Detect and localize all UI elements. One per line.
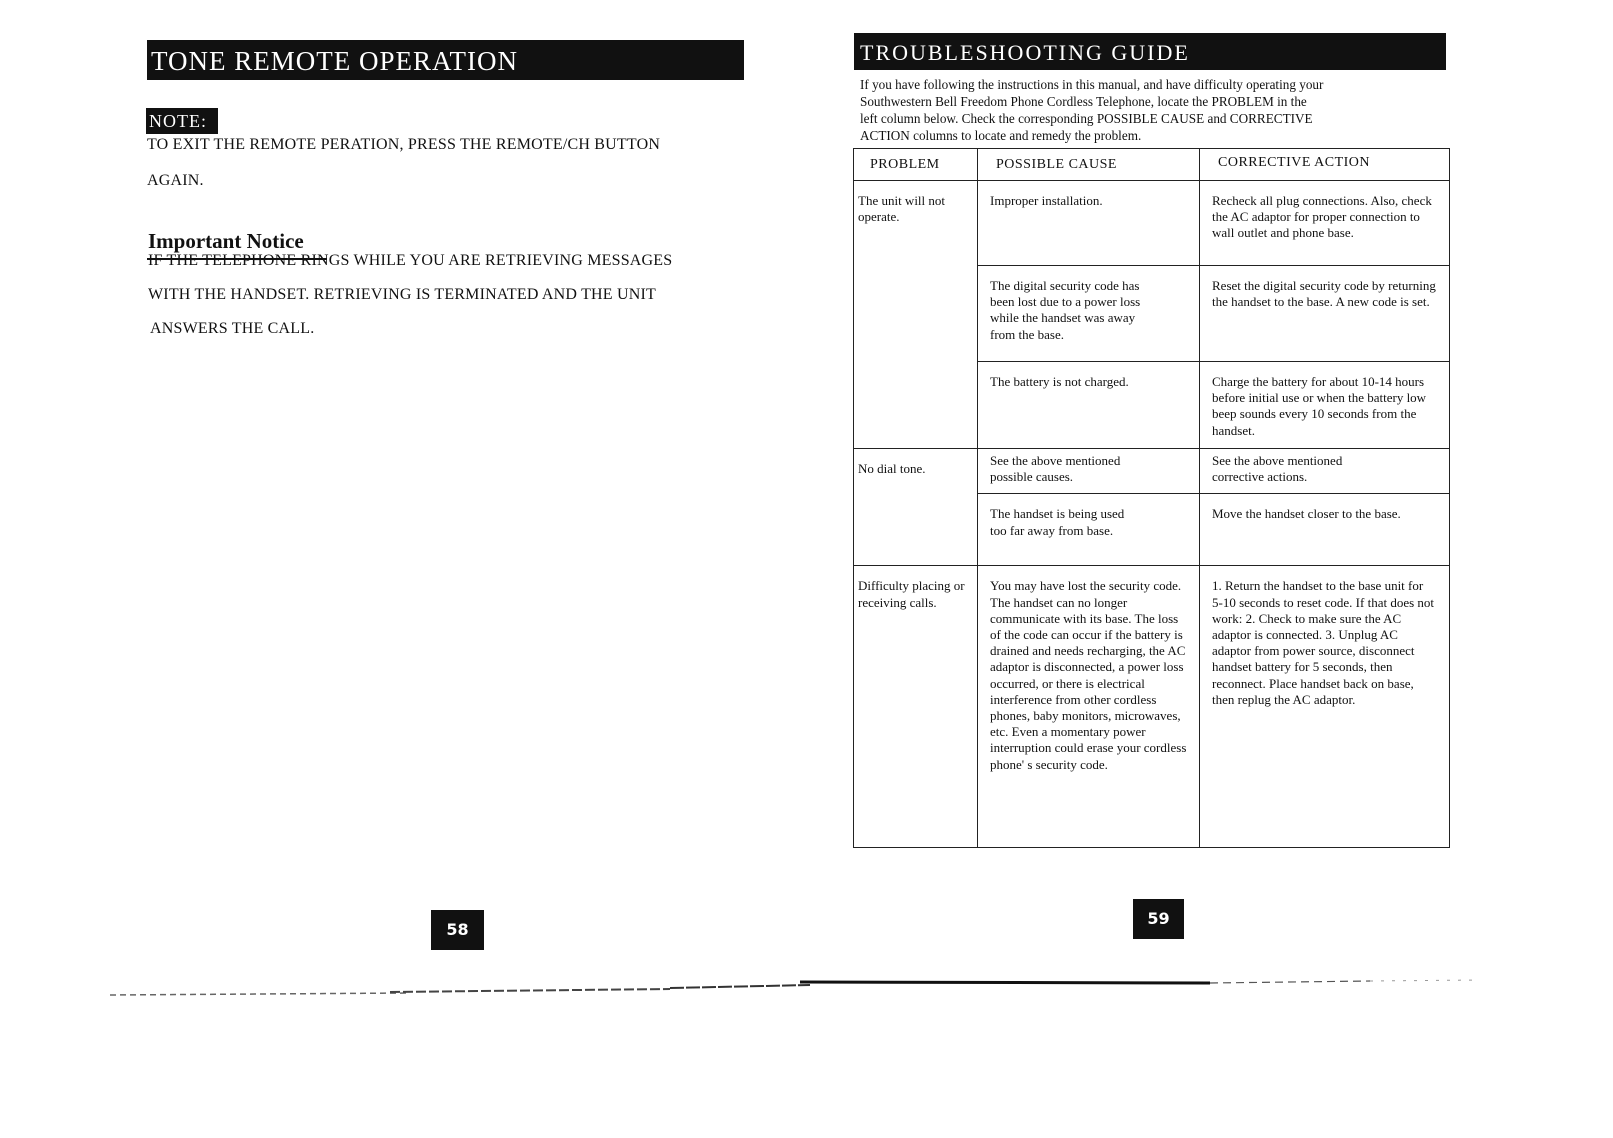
notice-text-line-2: WITH THE HANDSET. RETRIEVING IS TERMINATED AND THE UNIT [148, 286, 656, 303]
cause-cell: You may have lost the security code. The handset can no longer communicate with its base. The loss of the code can occur if the battery is drained and needs recharging, the AC adaptor is disconnected, a power loss occurred, or there is electrical interference from other cordless phones, baby monitors, microwaves, etc. Even a momentary power interruption could erase your cordless phone' s security code. [978, 566, 1200, 848]
page-title-troubleshooting: TROUBLESHOOTING GUIDE [854, 33, 1446, 70]
action-cell: Charge the battery for about 10-14 hours before initial use or when the battery low beep sounds every 10 seconds from the handset. [1200, 362, 1450, 449]
table-row [854, 449, 1450, 494]
table-header-row [854, 149, 1450, 181]
action-cell: 1. Return the handset to the base unit for 5-10 seconds to reset code. If that does not work: 2. Check to make sure the AC adaptor is connected. 3. Unplug AC adaptor from power source, disconnect handset battery for 5 seconds, then reconnect. Place handset back on base, then replug the AC adaptor. [1200, 566, 1450, 848]
intro-paragraph [860, 76, 1440, 144]
table-row [854, 566, 1450, 848]
intro-line: ACTION columns to locate and remedy the problem. [860, 128, 1142, 143]
page-number-right: 59 [1133, 899, 1184, 939]
cause-cell: The digital security code has been lost due to a power loss while the handset was away from the base. [978, 266, 1200, 362]
cause-cell: The handset is being used too far away from base. [978, 494, 1200, 566]
problem-cell: No dial tone. [854, 449, 978, 566]
intro-line: If you have following the instructions in this manual, and have difficulty operating your [860, 77, 1324, 92]
note-text-line-2: AGAIN. [147, 172, 204, 189]
notice-text-line-1: IF THE TELEPHONE RINGS WHILE YOU ARE RETRIEVING MESSAGES [148, 252, 673, 269]
action-cell: See the above mentioned corrective actions. [1200, 449, 1450, 494]
scan-edge-artifact [110, 977, 1490, 999]
column-header-cause: POSSIBLE CAUSE [978, 149, 1200, 181]
intro-line: Southwestern Bell Freedom Phone Cordless Telephone, locate the PROBLEM in the [860, 94, 1307, 109]
intro-line: left column below. Check the corresponding POSSIBLE CAUSE and CORRECTIVE [860, 111, 1313, 126]
page-number-left: 58 [431, 910, 484, 950]
problem-cell: Difficulty placing or receiving calls. [854, 566, 978, 848]
column-header-action: CORRECTIVE ACTION [1200, 149, 1450, 181]
action-cell: Move the handset closer to the base. [1200, 494, 1450, 566]
notice-text-line-3: ANSWERS THE CALL. [150, 320, 315, 337]
page-title-tone-remote: TONE REMOTE OPERATION [147, 40, 744, 80]
column-header-problem: PROBLEM [854, 149, 978, 181]
note-label: NOTE: [146, 108, 218, 134]
important-notice-heading: Important Notice [148, 229, 304, 253]
cause-cell: See the above mentioned possible causes. [978, 449, 1200, 494]
action-cell: Reset the digital security code by returning the handset to the base. A new code is set. [1200, 266, 1450, 362]
action-cell: Recheck all plug connections. Also, check the AC adaptor for proper connection to wall outlet and phone base. [1200, 181, 1450, 266]
cause-cell: The battery is not charged. [978, 362, 1200, 449]
table-row [854, 181, 1450, 266]
cause-cell: Improper installation. [978, 181, 1200, 266]
troubleshooting-table [853, 148, 1450, 848]
note-text-line-1: TO EXIT THE REMOTE PERATION, PRESS THE REMOTE/CH BUTTON [147, 136, 661, 153]
problem-cell: The unit will not operate. [854, 181, 978, 449]
